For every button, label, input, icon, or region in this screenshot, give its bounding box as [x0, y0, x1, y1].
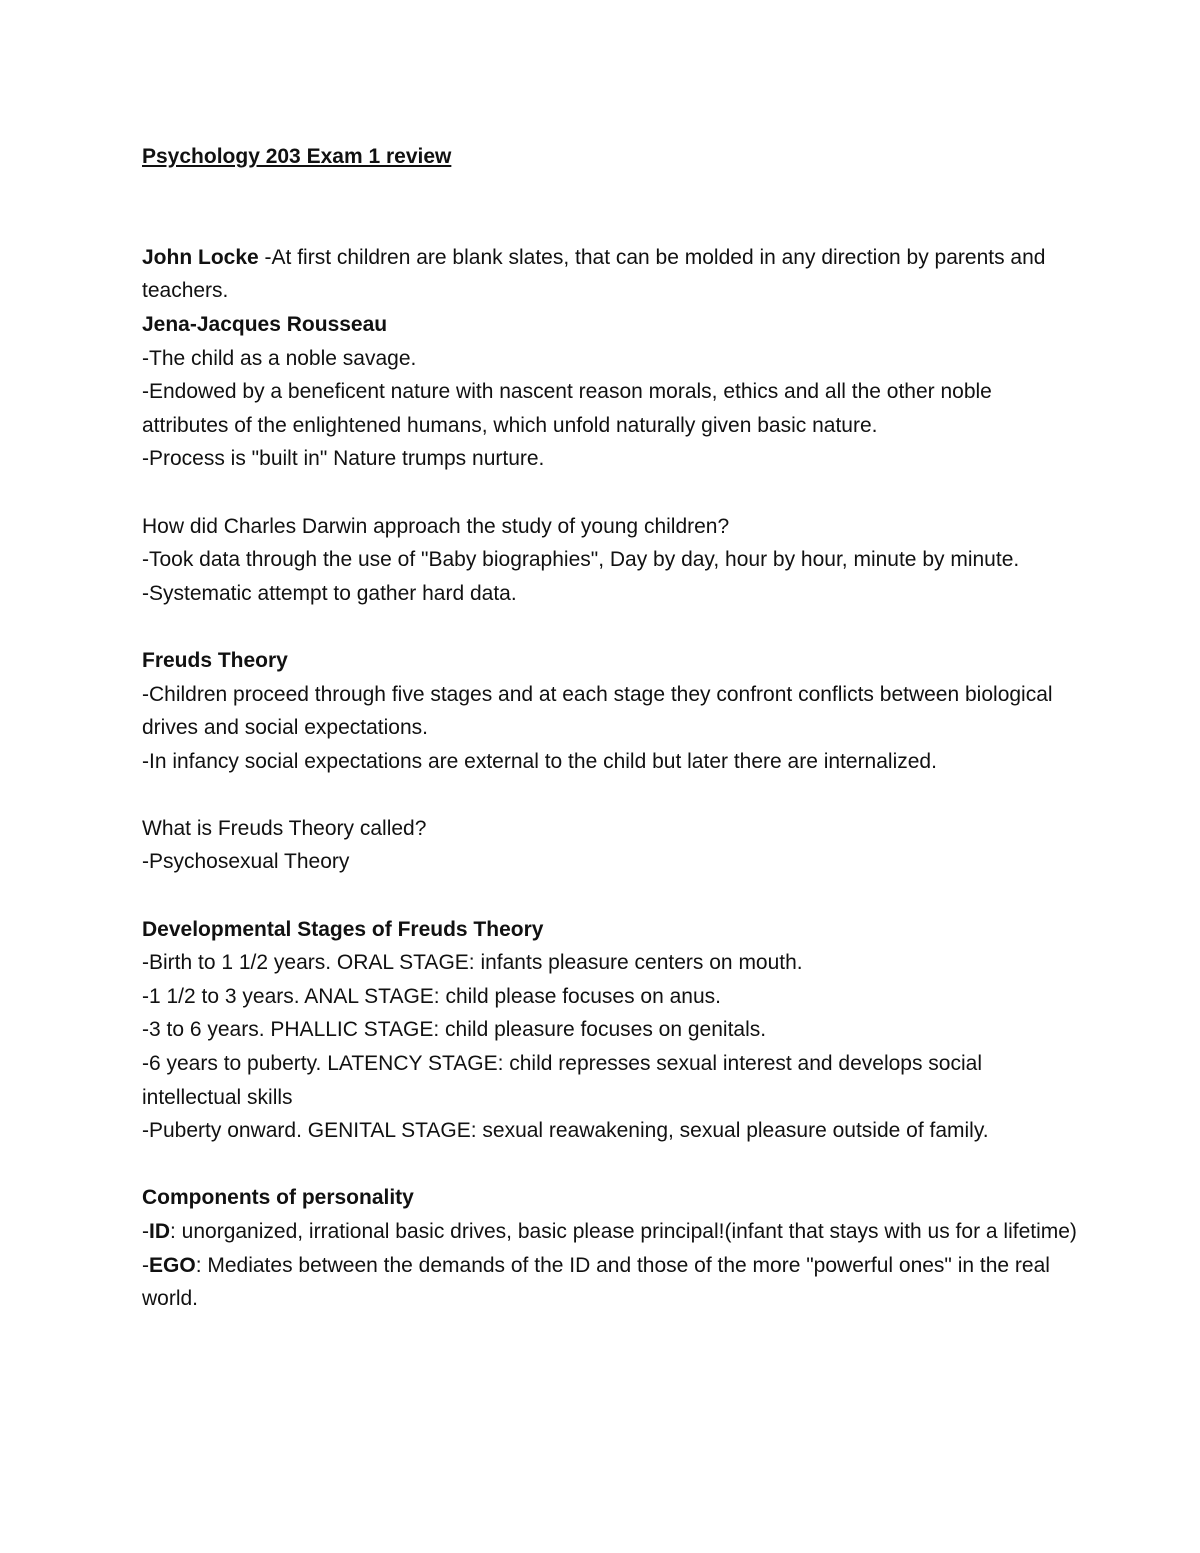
rousseau-line: -The child as a noble savage. — [142, 346, 417, 370]
spacer — [142, 879, 1082, 913]
ego-term: EGO — [149, 1253, 196, 1277]
id-prefix: - — [142, 1220, 149, 1243]
locke-entry — [142, 241, 1082, 308]
locke-name: John Locke — [142, 245, 259, 269]
rousseau-line: -Process is "built in" Nature trumps nurture. — [142, 447, 545, 471]
spacer — [142, 476, 1082, 510]
stage-line: -Puberty onward. GENITAL STAGE: sexual reawakening, sexual pleasure outside of family. — [142, 1119, 989, 1143]
darwin-line: -Took data through the use of "Baby biographies", Day by day, hour by hour, minute by minute. — [142, 548, 1020, 572]
stage-line: -1 1/2 to 3 years. ANAL STAGE: child please focuses on anus. — [142, 984, 721, 1008]
freud-name-answer: -Psychosexual Theory — [142, 850, 350, 874]
stages-heading: Developmental Stages of Freuds Theory — [142, 917, 544, 941]
personality-ego — [142, 1249, 1082, 1316]
spacer — [142, 1148, 1082, 1182]
spacer — [142, 778, 1082, 812]
spacer — [142, 174, 1082, 241]
personality-heading: Components of personality — [142, 1186, 414, 1210]
freud-heading: Freuds Theory — [142, 648, 288, 672]
spacer — [142, 610, 1082, 644]
id-text: : unorganized, irrational basic drives, basic please principal!(infant that stays with us for a lifetime) — [170, 1220, 1077, 1243]
stage-line: -3 to 6 years. PHALLIC STAGE: child pleasure focuses on genitals. — [142, 1018, 767, 1042]
darwin-question: How did Charles Darwin approach the study of young children? — [142, 514, 730, 538]
personality-id — [142, 1215, 1082, 1249]
darwin-line: -Systematic attempt to gather hard data. — [142, 581, 517, 605]
stage-line: -6 years to puberty. LATENCY STAGE: child represses sexual interest and develops social intellectual skills — [142, 1052, 982, 1109]
ego-prefix: - — [142, 1253, 149, 1277]
rousseau-line: -Endowed by a beneficent nature with nascent reason morals, ethics and all the other noble attributes of the enlightened humans, which unfold naturally given basic nature. — [142, 380, 992, 437]
freud-line: -In infancy social expectations are external to the child but later there are internalized. — [142, 749, 937, 773]
locke-text: -At first children are blank slates, that can be molded in any direction by parents and teachers. — [142, 245, 1046, 303]
ego-text: : Mediates between the demands of the ID and those of the more "powerful ones" in the real world. — [142, 1253, 1050, 1311]
document-title: Psychology 203 Exam 1 review — [142, 145, 452, 168]
freud-name-question: What is Freuds Theory called? — [142, 816, 427, 840]
document-page — [142, 140, 1082, 1316]
freud-line: -Children proceed through five stages and at each stage they confront conflicts between biological drives and social expectations. — [142, 682, 1053, 740]
id-term: ID — [149, 1220, 170, 1243]
rousseau-heading: Jena-Jacques Rousseau — [142, 312, 388, 336]
stage-line: -Birth to 1 1/2 years. ORAL STAGE: infants pleasure centers on mouth. — [142, 951, 803, 975]
